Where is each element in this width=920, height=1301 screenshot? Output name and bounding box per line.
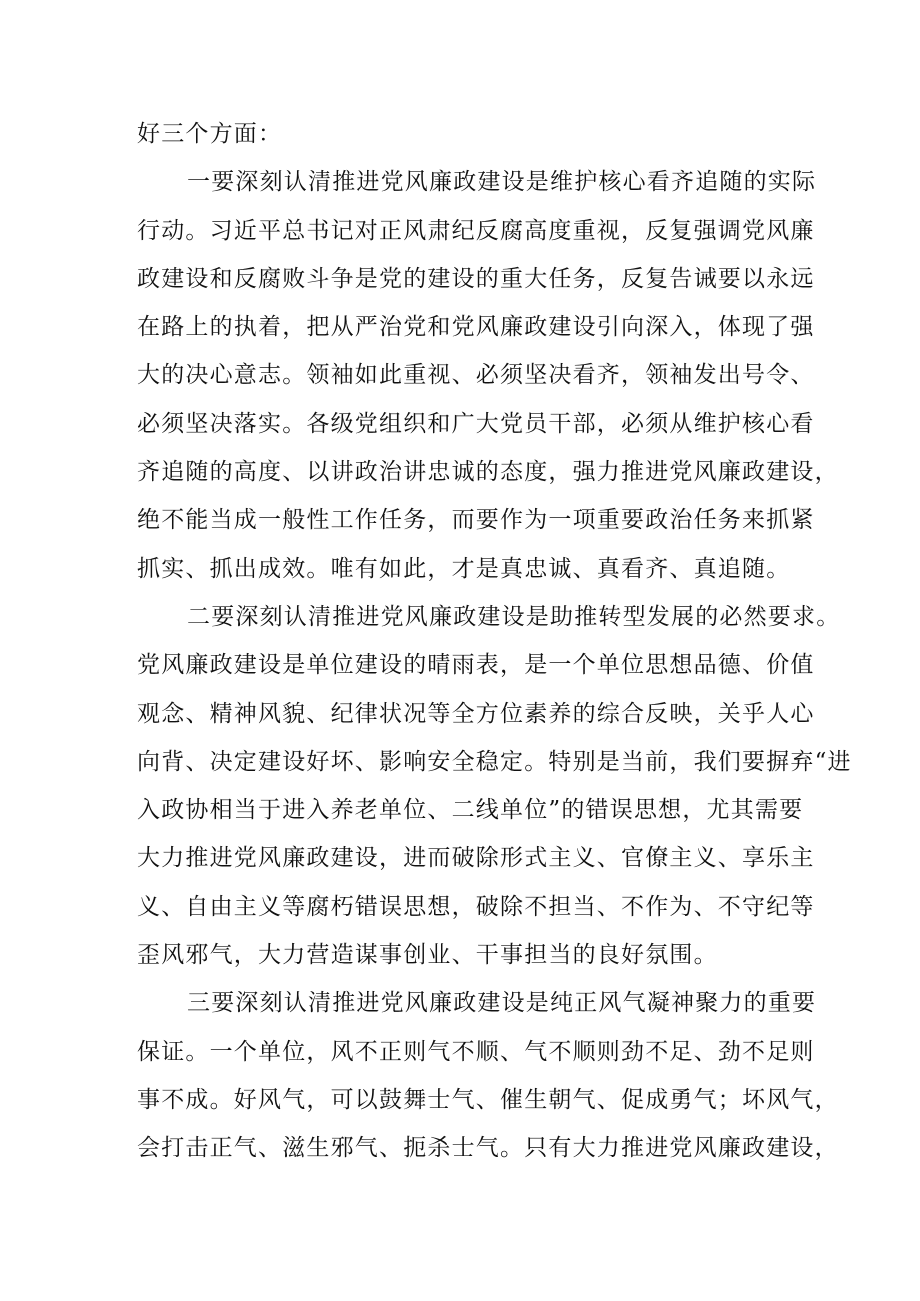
text-line: 党风廉政建设是单位建设的晴雨表，是一个单位思想品德、价值	[137, 652, 815, 679]
text-line: 入政协相当于进入养老单位、二线单位”的错误思想，尤其需要	[137, 797, 804, 824]
paragraph-start-line: 一要深刻认清推进党风廉政建设是维护核心看齐追随的实际	[187, 169, 817, 196]
text-line: 歪风邪气，大力营造谋事创业、干事担当的良好氛围。	[137, 942, 718, 969]
paragraph-start-line: 二要深刻认清推进党风廉政建设是助推转型发展的必然要求。	[187, 603, 841, 630]
text-line: 政建设和反腐败斗争是党的建设的重大任务，反复告诫要以永远	[137, 265, 815, 292]
text-line: 好三个方面：	[137, 121, 283, 147]
text-line: 齐追随的高度、以讲政治讲忠诚的态度，强力推进党风廉政建设，	[137, 459, 839, 486]
text-line: 会打击正气、滋生邪气、扼杀士气。只有大力推进党风廉政建设，	[137, 1135, 839, 1162]
document-body	[137, 110, 852, 1173]
text-line: 保证。一个单位，风不正则气不顺、气不顺则劲不足、劲不足则	[137, 1038, 815, 1065]
text-line: 抓实、抓出成效。唯有如此，才是真忠诚、真看齐、真追随。	[137, 555, 791, 582]
text-line: 绝不能当成一般性工作任务，而要作为一项重要政治任务来抓紧	[137, 507, 815, 534]
paragraph-start-line: 三要深刻认清推进党风廉政建设是纯正风气凝神聚力的重要	[187, 990, 817, 1017]
text-line: 在路上的执着，把从严治党和党风廉政建设引向深入，体现了强	[137, 314, 815, 341]
text-line: 必须坚决落实。各级党组织和广大党员干部，必须从维护核心看	[137, 410, 815, 437]
text-line: 大力推进党风廉政建设，进而破除形式主义、官僚主义、享乐主	[137, 845, 815, 872]
text-line: 观念、精神风貌、纪律状况等全方位素养的综合反映，关乎人心	[137, 700, 815, 727]
text-line: 大的决心意志。领袖如此重视、必须坚决看齐，领袖发出号令、	[137, 362, 815, 389]
text-line: 行动。习近平总书记对正风肃纪反腐高度重视，反复强调党风廉	[137, 217, 815, 244]
text-line: 事不成。好风气，可以鼓舞士气、催生朝气、促成勇气；坏风气，	[137, 1086, 839, 1113]
text-line: 义、自由主义等腐朽错误思想，破除不担当、不作为、不守纪等	[137, 893, 815, 920]
text-line: 向背、决定建设好坏、影响安全稳定。特别是当前，我们要摒弃“进	[137, 748, 852, 775]
